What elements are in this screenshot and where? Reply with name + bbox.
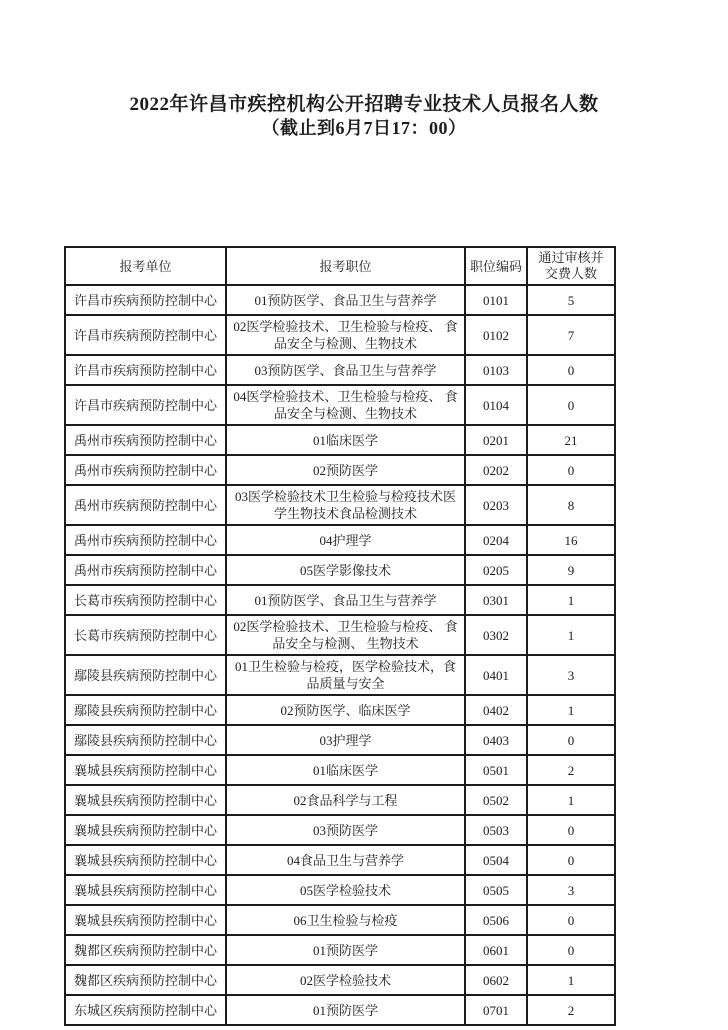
table-row	[65, 905, 615, 935]
table-row	[65, 935, 615, 965]
position-cell: 02食品科学与工程	[226, 785, 465, 815]
count-cell: 1	[527, 615, 615, 655]
count-cell: 0	[527, 905, 615, 935]
table-row	[65, 585, 615, 615]
table-row	[65, 285, 615, 315]
position-cell: 02医学检验技术、卫生检验与检疫、 食品安全与检测、 生物技术	[226, 615, 465, 655]
unit-cell: 襄城县疾病预防控制中心	[65, 875, 226, 905]
count-cell: 0	[527, 355, 615, 385]
count-cell: 2	[527, 995, 615, 1025]
code-cell: 0503	[465, 815, 527, 845]
position-cell: 01临床医学	[226, 425, 465, 455]
code-cell: 0103	[465, 355, 527, 385]
unit-cell: 襄城县疾病预防控制中心	[65, 815, 226, 845]
table-row	[65, 525, 615, 555]
count-cell: 21	[527, 425, 615, 455]
table-row	[65, 655, 615, 695]
table-row	[65, 755, 615, 785]
count-cell: 9	[527, 555, 615, 585]
table-row	[65, 695, 615, 725]
code-cell: 0502	[465, 785, 527, 815]
code-cell: 0403	[465, 725, 527, 755]
table-row	[65, 815, 615, 845]
position-cell: 06卫生检验与检疫	[226, 905, 465, 935]
count-cell: 1	[527, 785, 615, 815]
unit-cell: 襄城县疾病预防控制中心	[65, 755, 226, 785]
position-cell: 04医学检验技术、卫生检验与检疫、 食品安全与检测、生物技术	[226, 385, 465, 425]
header-row	[65, 247, 615, 285]
position-cell: 03预防医学	[226, 815, 465, 845]
code-cell: 0205	[465, 555, 527, 585]
position-cell: 02医学检验技术	[226, 965, 465, 995]
unit-cell: 许昌市疾病预防控制中心	[65, 285, 226, 315]
table-row	[65, 315, 615, 355]
table-row	[65, 995, 615, 1025]
header-count-label: 通过审核并交费人数	[538, 250, 604, 281]
count-cell: 0	[527, 815, 615, 845]
code-cell: 0501	[465, 755, 527, 785]
table-row	[65, 355, 615, 385]
code-cell: 0203	[465, 485, 527, 525]
code-cell: 0102	[465, 315, 527, 355]
count-cell: 5	[527, 285, 615, 315]
count-cell: 16	[527, 525, 615, 555]
position-cell: 04护理学	[226, 525, 465, 555]
count-cell: 0	[527, 385, 615, 425]
unit-cell: 鄢陵县疾病预防控制中心	[65, 695, 226, 725]
count-cell: 3	[527, 875, 615, 905]
count-cell: 8	[527, 485, 615, 525]
code-cell: 0601	[465, 935, 527, 965]
header-code: 职位编码	[465, 247, 527, 285]
code-cell: 0506	[465, 905, 527, 935]
header-count	[527, 247, 615, 285]
code-cell: 0204	[465, 525, 527, 555]
unit-cell: 禹州市疾病预防控制中心	[65, 555, 226, 585]
unit-cell: 许昌市疾病预防控制中心	[65, 315, 226, 355]
count-cell: 0	[527, 725, 615, 755]
header-position: 报考职位	[226, 247, 465, 285]
count-cell: 0	[527, 845, 615, 875]
position-cell: 01预防医学	[226, 935, 465, 965]
header-unit: 报考单位	[65, 247, 226, 285]
table-row	[65, 615, 615, 655]
unit-cell: 禹州市疾病预防控制中心	[65, 485, 226, 525]
position-cell: 05医学检验技术	[226, 875, 465, 905]
code-cell: 0505	[465, 875, 527, 905]
code-cell: 0202	[465, 455, 527, 485]
position-cell: 04食品卫生与营养学	[226, 845, 465, 875]
code-cell: 0302	[465, 615, 527, 655]
code-cell: 0201	[465, 425, 527, 455]
position-cell: 02预防医学	[226, 455, 465, 485]
position-cell: 01预防医学、食品卫生与营养学	[226, 285, 465, 315]
table-row	[65, 425, 615, 455]
unit-cell: 襄城县疾病预防控制中心	[65, 905, 226, 935]
table-row	[65, 845, 615, 875]
code-cell: 0104	[465, 385, 527, 425]
code-cell: 0301	[465, 585, 527, 615]
unit-cell: 魏都区疾病预防控制中心	[65, 935, 226, 965]
count-cell: 1	[527, 965, 615, 995]
table-row	[65, 555, 615, 585]
unit-cell: 禹州市疾病预防控制中心	[65, 525, 226, 555]
table-row	[65, 385, 615, 425]
code-cell: 0602	[465, 965, 527, 995]
document-subtitle: （截止到6月7日17：00）	[261, 118, 467, 138]
position-cell: 03护理学	[226, 725, 465, 755]
position-cell: 05医学影像技术	[226, 555, 465, 585]
position-cell: 01预防医学、食品卫生与营养学	[226, 585, 465, 615]
table-row	[65, 875, 615, 905]
position-cell: 01卫生检验与检疫，医学检验技术，食品质量与安全	[226, 655, 465, 695]
table-row	[65, 965, 615, 995]
count-cell: 2	[527, 755, 615, 785]
position-cell: 01预防医学	[226, 995, 465, 1025]
unit-cell: 东城区疾病预防控制中心	[65, 995, 226, 1025]
position-cell: 03预防医学、食品卫生与营养学	[226, 355, 465, 385]
unit-cell: 长葛市疾病预防控制中心	[65, 615, 226, 655]
recruitment-table	[64, 246, 616, 1026]
unit-cell: 许昌市疾病预防控制中心	[65, 355, 226, 385]
position-cell: 02医学检验技术、卫生检验与检疫、 食品安全与检测、生物技术	[226, 315, 465, 355]
document-page	[0, 94, 728, 1030]
code-cell: 0504	[465, 845, 527, 875]
count-cell: 3	[527, 655, 615, 695]
count-cell: 1	[527, 695, 615, 725]
table-row	[65, 725, 615, 755]
table-row	[65, 785, 615, 815]
unit-cell: 禹州市疾病预防控制中心	[65, 455, 226, 485]
position-cell: 02预防医学、临床医学	[226, 695, 465, 725]
position-cell: 03医学检验技术卫生检验与检疫技术医学生物技术食品检测技术	[226, 485, 465, 525]
code-cell: 0101	[465, 285, 527, 315]
count-cell: 0	[527, 455, 615, 485]
unit-cell: 襄城县疾病预防控制中心	[65, 845, 226, 875]
table-row	[65, 485, 615, 525]
unit-cell: 禹州市疾病预防控制中心	[65, 425, 226, 455]
count-cell: 7	[527, 315, 615, 355]
unit-cell: 魏都区疾病预防控制中心	[65, 965, 226, 995]
table-body	[65, 285, 615, 1025]
unit-cell: 许昌市疾病预防控制中心	[65, 385, 226, 425]
code-cell: 0401	[465, 655, 527, 695]
count-cell: 1	[527, 585, 615, 615]
code-cell: 0402	[465, 695, 527, 725]
unit-cell: 鄢陵县疾病预防控制中心	[65, 655, 226, 695]
count-cell: 0	[527, 935, 615, 965]
unit-cell: 襄城县疾病预防控制中心	[65, 785, 226, 815]
code-cell: 0701	[465, 995, 527, 1025]
unit-cell: 鄢陵县疾病预防控制中心	[65, 725, 226, 755]
unit-cell: 长葛市疾病预防控制中心	[65, 585, 226, 615]
table-row	[65, 455, 615, 485]
document-title: 2022年许昌市疾控机构公开招聘专业技术人员报名人数	[129, 94, 599, 115]
position-cell: 01临床医学	[226, 755, 465, 785]
